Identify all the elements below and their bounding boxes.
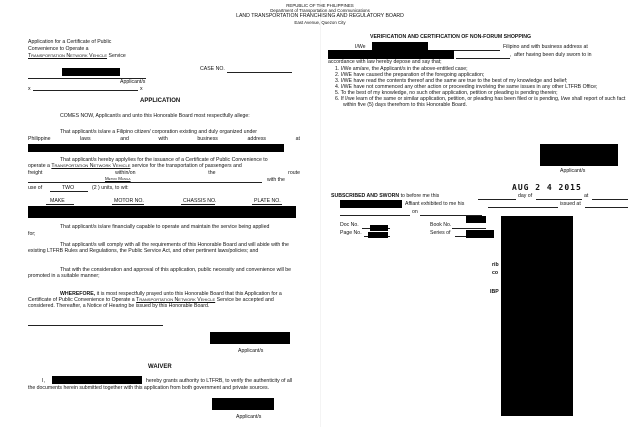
redacted-series bbox=[466, 230, 494, 238]
route-line bbox=[28, 182, 262, 183]
series-label: Series of bbox=[430, 230, 451, 236]
issued-at: issued at bbox=[560, 201, 581, 207]
redacted-affiant-subscribed bbox=[340, 200, 402, 208]
redacted-applicant-name bbox=[62, 68, 120, 76]
redacted-page-no bbox=[368, 232, 388, 238]
header-republic: REPUBLIC OF THE PHILIPPINES bbox=[286, 3, 354, 8]
applicant-sig-label: Applicant/s bbox=[238, 348, 264, 354]
affiant-exhibited: Affiant exhibited to me his bbox=[405, 201, 465, 207]
redacted-business-address bbox=[28, 144, 284, 152]
word-the: the bbox=[208, 170, 216, 176]
page-gutter bbox=[320, 0, 321, 427]
service-type: Transportation Network Vehicle bbox=[28, 53, 108, 59]
redacted-affiant-name bbox=[372, 42, 428, 50]
waiver-title: WAIVER bbox=[148, 364, 172, 370]
para4: That applicant/s will comply with all the requirements of this Honorable Board and will abide with the existing LTFRB Rules and Regulations, the Public Service Act, and other pertinent laws/policies; and bbox=[28, 242, 289, 254]
application-title: APPLICATION bbox=[140, 98, 181, 104]
header-department: Department of Transportation and Communications bbox=[270, 8, 370, 13]
redacted-vehicle-table bbox=[28, 206, 296, 218]
redacted-waiver-signature bbox=[212, 398, 274, 410]
header-make: MAKE bbox=[50, 198, 65, 204]
iwe: I/We bbox=[355, 44, 366, 50]
subscribed-bold: SUBSCRIBED AND SWORN bbox=[331, 193, 400, 199]
wherefore-service: Transportation Network Vehicle bbox=[136, 297, 216, 303]
para2-line2 bbox=[28, 163, 242, 169]
page-no-label: Page No. bbox=[340, 230, 362, 236]
redacted-applicant-signature bbox=[210, 332, 290, 344]
redacted-notary-block bbox=[501, 216, 573, 416]
word-with: with bbox=[158, 136, 168, 142]
word-business: business bbox=[197, 136, 218, 142]
list-item-4: 4. I/WE have not commenced any other action or proceeding involving the same issues in any other LTFRB Office; bbox=[335, 84, 598, 90]
make-underline bbox=[46, 204, 74, 205]
use-of: use of bbox=[28, 185, 43, 191]
chassis-underline bbox=[181, 204, 215, 205]
after-sworn: after having been duly sworn to in bbox=[514, 52, 592, 58]
x-mark-right: x bbox=[140, 86, 143, 92]
word-freight: freight bbox=[28, 170, 43, 176]
notary-fragment-3: IBP bbox=[490, 289, 499, 295]
list-item-6: 6. If I/we learn of the same or similar application, petition, or pleading has been filed or is pending, I/we shall report of such fact within five (5) days therefrom to this Honorable Board. bbox=[335, 96, 626, 108]
word-philippine: Philippine bbox=[28, 136, 51, 142]
redacted-affiant-signature bbox=[540, 144, 618, 166]
list-item-2: 2. I/WE have caused the preparation of the foregoing application; bbox=[335, 72, 485, 78]
place-line bbox=[592, 199, 628, 200]
list-item-1: 1. I/We am/are, the Applicant/s in the above-entitled case; bbox=[335, 66, 468, 72]
list-item-3: 3. I/WE have read the contents thereof and the same are true to the best of my knowledge and belief; bbox=[335, 78, 568, 84]
accordance: accordance with law hereby depose and say that; bbox=[328, 59, 442, 65]
para1-line1: That applicant/s is/are a Filipino citizen/ corporation existing and duly organized under bbox=[60, 129, 257, 135]
issue-line bbox=[340, 215, 410, 216]
word-address: address bbox=[247, 136, 267, 142]
case-no-field[interactable] bbox=[227, 72, 292, 73]
blank-line bbox=[28, 325, 163, 326]
para3: That applicant/s is/are financially capable to operate and maintain the service being applied bbox=[60, 224, 270, 230]
para2-line2-end: service for the transportation of passengers and bbox=[131, 163, 242, 169]
notary-fragment-1: rib bbox=[492, 262, 499, 268]
service-type-2: Transportation Network Vehicle bbox=[51, 163, 131, 169]
application-caption-2: Convenience to Operate a bbox=[28, 46, 89, 52]
word-and: and bbox=[120, 136, 129, 142]
route-value: Metro Manila bbox=[105, 176, 131, 181]
x-mark-left: x bbox=[28, 86, 31, 92]
application-caption-1: Application for a Certificate of Public bbox=[28, 39, 112, 45]
waiver-sig-label: Applicant/s bbox=[236, 414, 262, 420]
x-line bbox=[33, 90, 138, 91]
word-route: route bbox=[288, 170, 300, 176]
book-no-label: Book No. bbox=[430, 222, 452, 228]
issued-place-line bbox=[585, 207, 628, 208]
para1-line2 bbox=[28, 136, 300, 142]
month-line bbox=[536, 199, 582, 200]
case-no-label: CASE NO. bbox=[200, 66, 225, 72]
comes-now: COMES NOW, Applicant/s and unto this Honorable Board most respectfully allege: bbox=[60, 113, 250, 119]
wherefore-bold: WHEREFORE, bbox=[60, 291, 96, 297]
waiver-i: I, bbox=[42, 378, 45, 384]
units-line bbox=[50, 191, 88, 192]
word-within: within/on bbox=[115, 170, 136, 176]
book-no-line bbox=[452, 228, 486, 229]
verification-title: VERIFICATION AND CERTIFICATION OF NON-FORUM SHOPPING bbox=[370, 34, 531, 40]
word-laws: laws bbox=[80, 136, 91, 142]
on-label: on bbox=[412, 209, 418, 215]
applicant-label: Applicant/s bbox=[120, 79, 146, 85]
para3-for: for; bbox=[28, 231, 36, 237]
motor-underline bbox=[112, 204, 144, 205]
wherefore-paragraph bbox=[28, 291, 300, 309]
header-chassis-no: CHASSIS NO. bbox=[183, 198, 217, 204]
header-motor-no: MOTOR NO. bbox=[114, 198, 144, 204]
comma: , bbox=[510, 52, 512, 58]
units-text: (2 ) units, to wit: bbox=[92, 185, 129, 191]
operate-a: operate a bbox=[28, 163, 50, 169]
redacted-affiant-address bbox=[328, 50, 454, 59]
at-label: at bbox=[584, 193, 589, 199]
address-line bbox=[456, 58, 510, 59]
word-at: at bbox=[295, 136, 300, 142]
plate-underline bbox=[252, 204, 282, 205]
wherefore-text-b: Service be accepted and considered. Thereafter, a Notice of Hearing be issued by this Honorable Board. bbox=[28, 297, 274, 309]
wherefore-text-a: it is most respectfully prayed unto this Honorable Board that this Application for a Certificate of Public Convenience to Operate a bbox=[28, 291, 282, 303]
header-plate-no: PLATE NO. bbox=[254, 198, 281, 204]
redacted-book-no bbox=[466, 216, 486, 223]
day-of: day of bbox=[518, 193, 533, 199]
header-ltfrb: LAND TRANSPORTATION FRANCHISING AND REGULATORY BOARD bbox=[236, 13, 404, 19]
subscribed-line bbox=[331, 193, 439, 199]
notary-fragment-2: co bbox=[492, 270, 499, 276]
service-word: Service bbox=[108, 53, 126, 59]
redacted-doc-no bbox=[370, 225, 388, 231]
list-item-5: 5. To the best of my knowledge, no such other application, petition or pleading is pending therein; bbox=[335, 90, 558, 96]
verification-list bbox=[333, 66, 633, 108]
filipino-text: Filipino and with business address at bbox=[503, 44, 588, 50]
waiver-text-b: the documents herein submitted together with this application from both government and private sources. bbox=[28, 385, 270, 391]
id-line bbox=[488, 207, 558, 208]
application-caption-3 bbox=[28, 53, 126, 59]
affiant-sig-label: Applicant/s bbox=[560, 168, 586, 174]
redacted-waiver-name bbox=[52, 376, 142, 384]
doc-no-label: Doc No. bbox=[340, 222, 359, 228]
subscribed-rest: to before me this bbox=[400, 193, 440, 199]
para2-line3 bbox=[28, 170, 300, 176]
para5: That with the consideration and approval of this application, public necessity and convenience will be promoted in a suitable manner; bbox=[28, 267, 291, 279]
day-line bbox=[478, 199, 516, 200]
units-value: TWO bbox=[62, 185, 75, 191]
waiver-text-a: hereby grants authority to LTFRB, to verify the authenticity of all bbox=[146, 378, 293, 384]
para2-line1: That applicant/s hereby apply/ies for the issuance of a Certificate of Public Convenience to bbox=[60, 157, 268, 163]
with-the: with the bbox=[267, 177, 285, 183]
header-address: East Avenue, Quezon City bbox=[294, 20, 346, 25]
date-stamp: AUG 2 4 2015 bbox=[512, 183, 582, 192]
